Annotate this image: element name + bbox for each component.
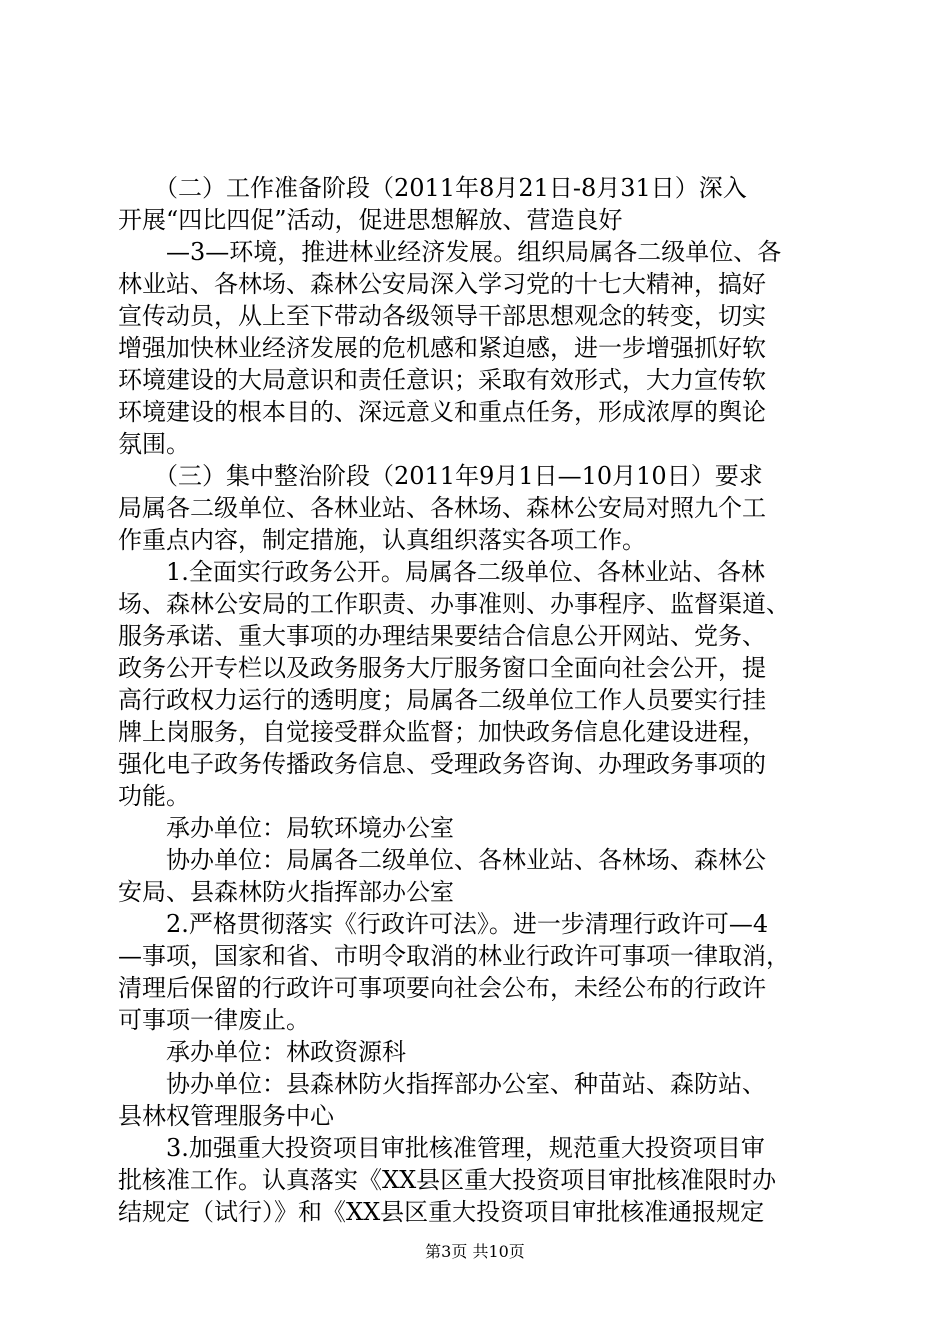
text-line: 环境建设的根本目的、深远意义和重点任务，形成浓厚的舆论 (118, 398, 766, 426)
text-line: 可事项一律废止。 (118, 1006, 310, 1034)
text-line: 承办单位：局软环境办公室 (118, 814, 454, 842)
text-line: 开展“四比四促”活动，促进思想解放、营造良好 (118, 206, 623, 234)
text-line: 场、森林公安局的工作职责、办事准则、办事程序、监督渠道、 (118, 590, 790, 618)
text-line: 协办单位：局属各二级单位、各林业站、各林场、森林公 (118, 846, 766, 874)
text-line: 功能。 (118, 782, 190, 810)
text-line: 高行政权力运行的透明度；局属各二级单位工作人员要实行挂 (118, 686, 766, 714)
text-line: 政务公开专栏以及政务服务大厅服务窗口全面向社会公开，提 (118, 654, 766, 682)
text-line: （二）工作准备阶段（2011年8月21日-8月31日）深入 (118, 174, 747, 202)
text-line: 牌上岗服务，自觉接受群众监督；加快政务信息化建设进程， (118, 718, 766, 746)
text-line: （三）集中整治阶段（2011年9月1日—10月10日）要求 (118, 462, 763, 490)
text-line: 环境建设的大局意识和责任意识；采取有效形式，大力宣传软 (118, 366, 766, 394)
text-line: —事项，国家和省、市明令取消的林业行政许可事项一律取消， (118, 942, 790, 970)
text-line: 局属各二级单位、各林业站、各林场、森林公安局对照九个工 (118, 494, 766, 522)
text-line: 清理后保留的行政许可事项要向社会公布，未经公布的行政许 (118, 974, 766, 1002)
text-line: 作重点内容，制定措施，认真组织落实各项工作。 (118, 526, 646, 554)
text-line: 结规定（试行）》和《XX县区重大投资项目审批核准通报规定 (118, 1198, 765, 1226)
text-line: 协办单位：县森林防火指挥部办公室、种苗站、森防站、 (118, 1070, 766, 1098)
text-line: —3—环境，推进林业经济发展。组织局属各二级单位、各 (118, 238, 782, 266)
text-line: 宣传动员，从上至下带动各级领导干部思想观念的转变，切实 (118, 302, 766, 330)
text-line: 2.严格贯彻落实《行政许可法》。进一步清理行政许可—4 (118, 910, 769, 938)
page-footer: 第3页 共10页 (425, 1242, 525, 1261)
text-line: 氛围。 (118, 430, 190, 458)
text-line: 林业站、各林场、森林公安局深入学习党的十七大精神，搞好 (118, 270, 766, 298)
text-line: 安局、县森林防火指挥部办公室 (118, 878, 454, 906)
text-line: 1.全面实行政务公开。局属各二级单位、各林业站、各林 (118, 558, 765, 586)
text-line: 服务承诺、重大事项的办理结果要结合信息公开网站、党务、 (118, 622, 766, 650)
text-line: 县林权管理服务中心 (118, 1102, 334, 1130)
text-line: 3.加强重大投资项目审批核准管理，规范重大投资项目审 (118, 1134, 765, 1162)
text-line: 强化电子政务传播政务信息、受理政务咨询、办理政务事项的 (118, 750, 766, 778)
text-line: 承办单位：林政资源科 (118, 1038, 406, 1066)
text-line: 批核准工作。认真落实《XX县区重大投资项目审批核准限时办 (118, 1166, 777, 1194)
text-line: 增强加快林业经济发展的危机感和紧迫感，进一步增强抓好软 (118, 334, 766, 362)
